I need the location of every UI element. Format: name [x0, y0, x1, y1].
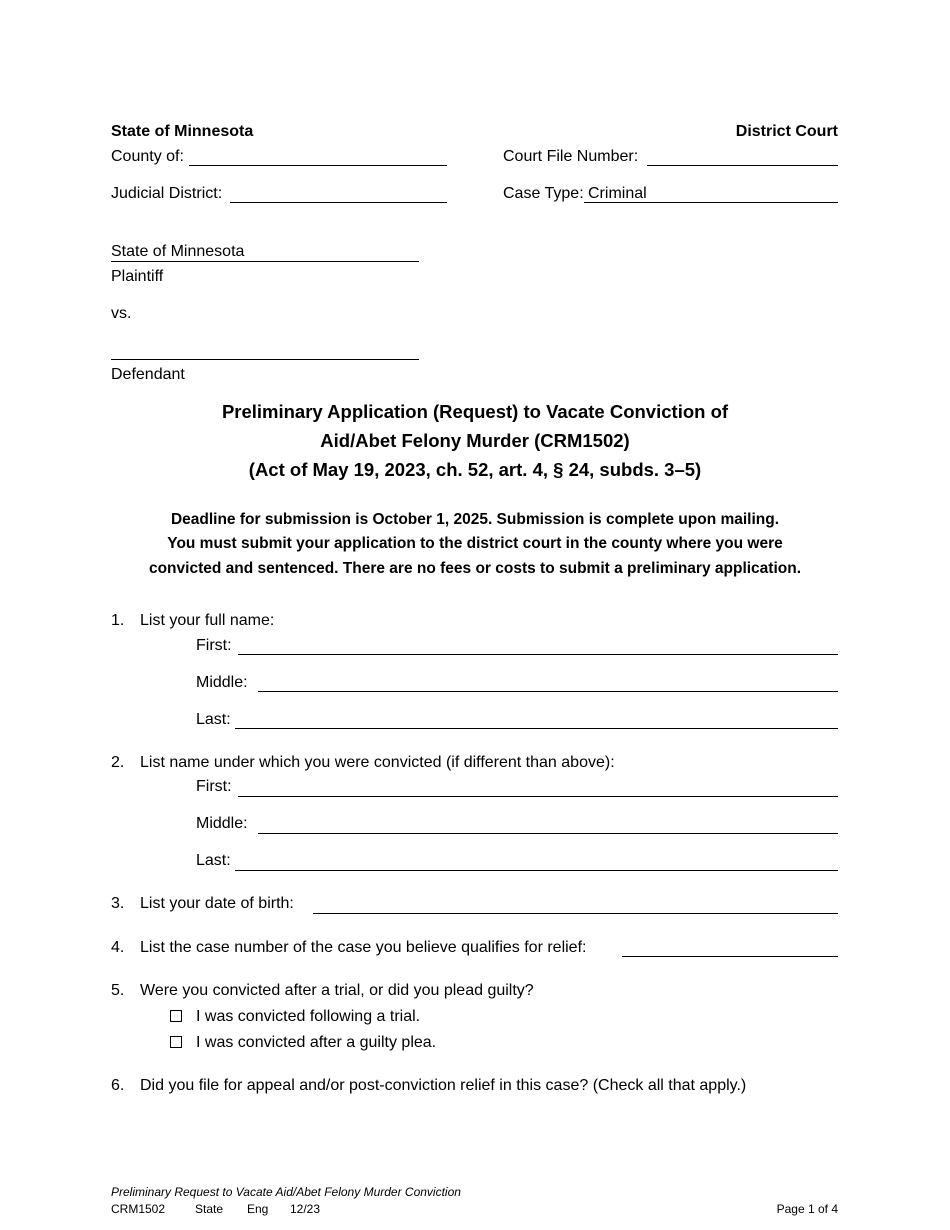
q2-last-label: Last: [196, 852, 231, 869]
plaintiff-label: Plaintiff [111, 268, 164, 285]
deadline-line-2: You must submit your application to the district court in the county where you were [167, 535, 783, 552]
case-type-field[interactable] [584, 202, 838, 203]
court-heading: District Court [735, 123, 838, 140]
county-label: County of: [111, 148, 184, 165]
q2-last-name-field[interactable] [235, 870, 838, 871]
question-5-number: 5. [111, 982, 125, 999]
footer-date: 12/23 [290, 1202, 321, 1216]
question-6-number: 6. [111, 1077, 125, 1094]
footer-language: Eng [247, 1202, 269, 1216]
footer-jurisdiction: State [195, 1202, 224, 1216]
question-2-number: 2. [111, 754, 125, 771]
footer-page-number: Page 1 of 4 [776, 1202, 838, 1216]
defendant-field[interactable] [111, 359, 419, 360]
question-4-number: 4. [111, 939, 125, 956]
court-file-number-field[interactable] [647, 165, 838, 166]
case-type-label: Case Type: [503, 185, 584, 202]
form-title-line-2: Aid/Abet Felony Murder (CRM1502) [320, 430, 630, 451]
deadline-line-3: convicted and sentenced. There are no fees or costs to submit a preliminary application. [148, 560, 802, 577]
q1-first-name-field[interactable] [238, 654, 838, 655]
q2-middle-name-field[interactable] [258, 833, 838, 834]
deadline-line-1: Deadline for submission is October 1, 2025. Submission is complete upon mailing. [170, 511, 780, 528]
state-heading: State of Minnesota [111, 123, 254, 140]
question-2-text: List name under which you were convicted (if different than above): [140, 754, 615, 771]
trial-checkbox[interactable] [170, 1010, 182, 1022]
footer-title: Preliminary Request to Vacate Aid/Abet Felony Murder Conviction [111, 1185, 461, 1199]
q2-middle-label: Middle: [196, 815, 248, 832]
plaintiff-line [111, 261, 419, 262]
q2-first-name-field[interactable] [238, 796, 838, 797]
form-title-line-1: Preliminary Application (Request) to Vacate Conviction of [221, 401, 729, 422]
q1-middle-label: Middle: [196, 674, 248, 691]
guilty-plea-checkbox[interactable] [170, 1036, 182, 1048]
question-3-text: List your date of birth: [140, 895, 294, 912]
judicial-district-field[interactable] [230, 202, 447, 203]
case-number-field[interactable] [622, 956, 838, 957]
plaintiff-name: State of Minnesota [111, 243, 245, 260]
judicial-district-label: Judicial District: [111, 185, 223, 202]
q1-last-label: Last: [196, 711, 231, 728]
form-title-line-3: (Act of May 19, 2023, ch. 52, art. 4, § 24, subds. 3–5) [248, 459, 702, 480]
date-of-birth-field[interactable] [313, 913, 838, 914]
defendant-label: Defendant [111, 366, 185, 383]
footer-form-code: CRM1502 [111, 1202, 166, 1216]
q1-last-name-field[interactable] [235, 728, 838, 729]
county-field[interactable] [189, 165, 447, 166]
q1-first-label: First: [196, 637, 232, 654]
question-4-text: List the case number of the case you believe qualifies for relief: [140, 939, 587, 956]
court-file-label: Court File Number: [503, 148, 639, 165]
question-1-text: List your full name: [140, 612, 275, 629]
question-1-number: 1. [111, 612, 125, 629]
question-6-text: Did you file for appeal and/or post-conviction relief in this case? (Check all that apply.) [140, 1077, 747, 1094]
case-type-value: Criminal [588, 185, 647, 202]
guilty-plea-option-label: I was convicted after a guilty plea. [196, 1034, 437, 1051]
trial-option-label: I was convicted following a trial. [196, 1008, 421, 1025]
q1-middle-name-field[interactable] [258, 691, 838, 692]
question-5-text: Were you convicted after a trial, or did you plead guilty? [140, 982, 534, 999]
versus-text: vs. [111, 305, 132, 322]
q2-first-label: First: [196, 778, 232, 795]
question-3-number: 3. [111, 895, 125, 912]
